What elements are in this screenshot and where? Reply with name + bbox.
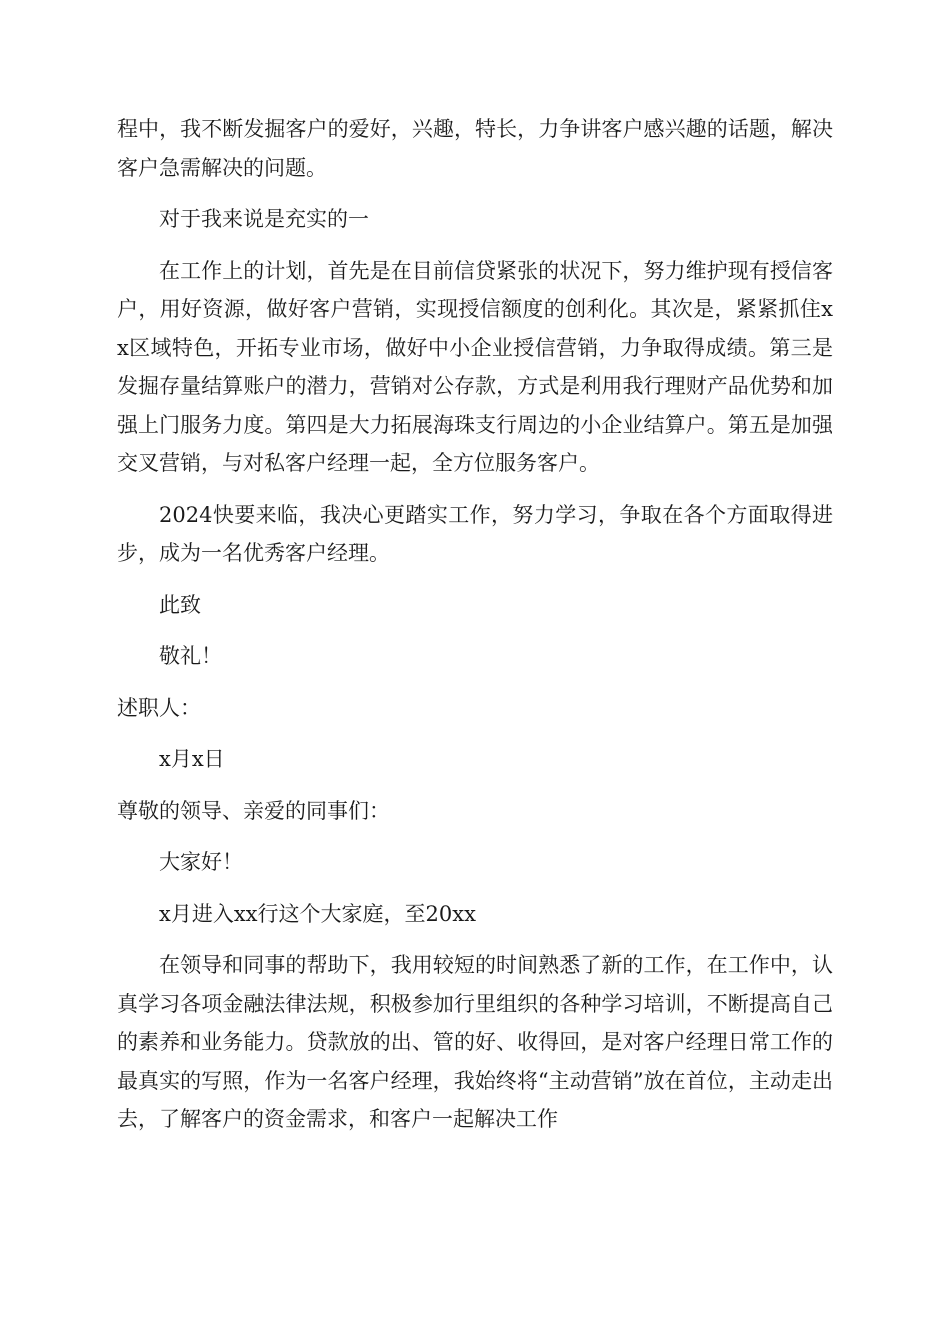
date-line: x月x日 <box>159 747 225 771</box>
paragraph-continuation: 程中，我不断发掘客户的爱好，兴趣，特长，力争讲客户感兴趣的话题，解决客户急需解决的问题。 <box>117 117 833 180</box>
reporter-label: 述职人： <box>117 695 201 720</box>
paragraph-joined-bank: x月进入xx行这个大家庭，至20xx <box>159 901 476 926</box>
closing-salutation: 此致 <box>159 592 201 617</box>
paragraph-resolution: 2024快要来临，我决心更踏实工作，努力学习，争取在各个方面取得进步，成为一名优秀客户经理。 <box>117 502 833 565</box>
paragraph-work-plan: 在工作上的计划，首先是在目前信贷紧张的状况下，努力维护现有授信客户，用好资源，做好客户营销，实现授信额度的创利化。其次是，紧紧抓住xx区域特色，开拓专业市场，做好中小企业授信营销，力争取得成绩。第三是发掘存量结算账户的潜力，营销对公存款，方式是利用我行理财产品优势和加强上门服务力度。第四是大力拓展海珠支行周边的小企业结算户。第五是加强交叉营销，与对私客户经理一起，全方位服务客户。 <box>117 258 833 475</box>
greeting-addressee: 尊敬的领导、亲爱的同事们： <box>117 798 390 823</box>
paragraph-fulfilling-year: 对于我来说是充实的一 <box>159 207 369 231</box>
closing-regards: 敬礼！ <box>159 644 222 668</box>
greeting-hello: 大家好！ <box>159 850 243 874</box>
document-body <box>117 110 833 1139</box>
paragraph-work-summary: 在领导和同事的帮助下，我用较短的时间熟悉了新的工作，在工作中，认真学习各项金融法律法规，积极参加行里组织的各种学习培训，不断提高自己的素养和业务能力。贷款放的出、管的好、收得回，是对客户经理日常工作的最真实的写照，作为一名客户经理，我始终将“主动营销”放在首位，主动走出去，了解客户的资金需求，和客户一起解决工作 <box>117 953 833 1131</box>
